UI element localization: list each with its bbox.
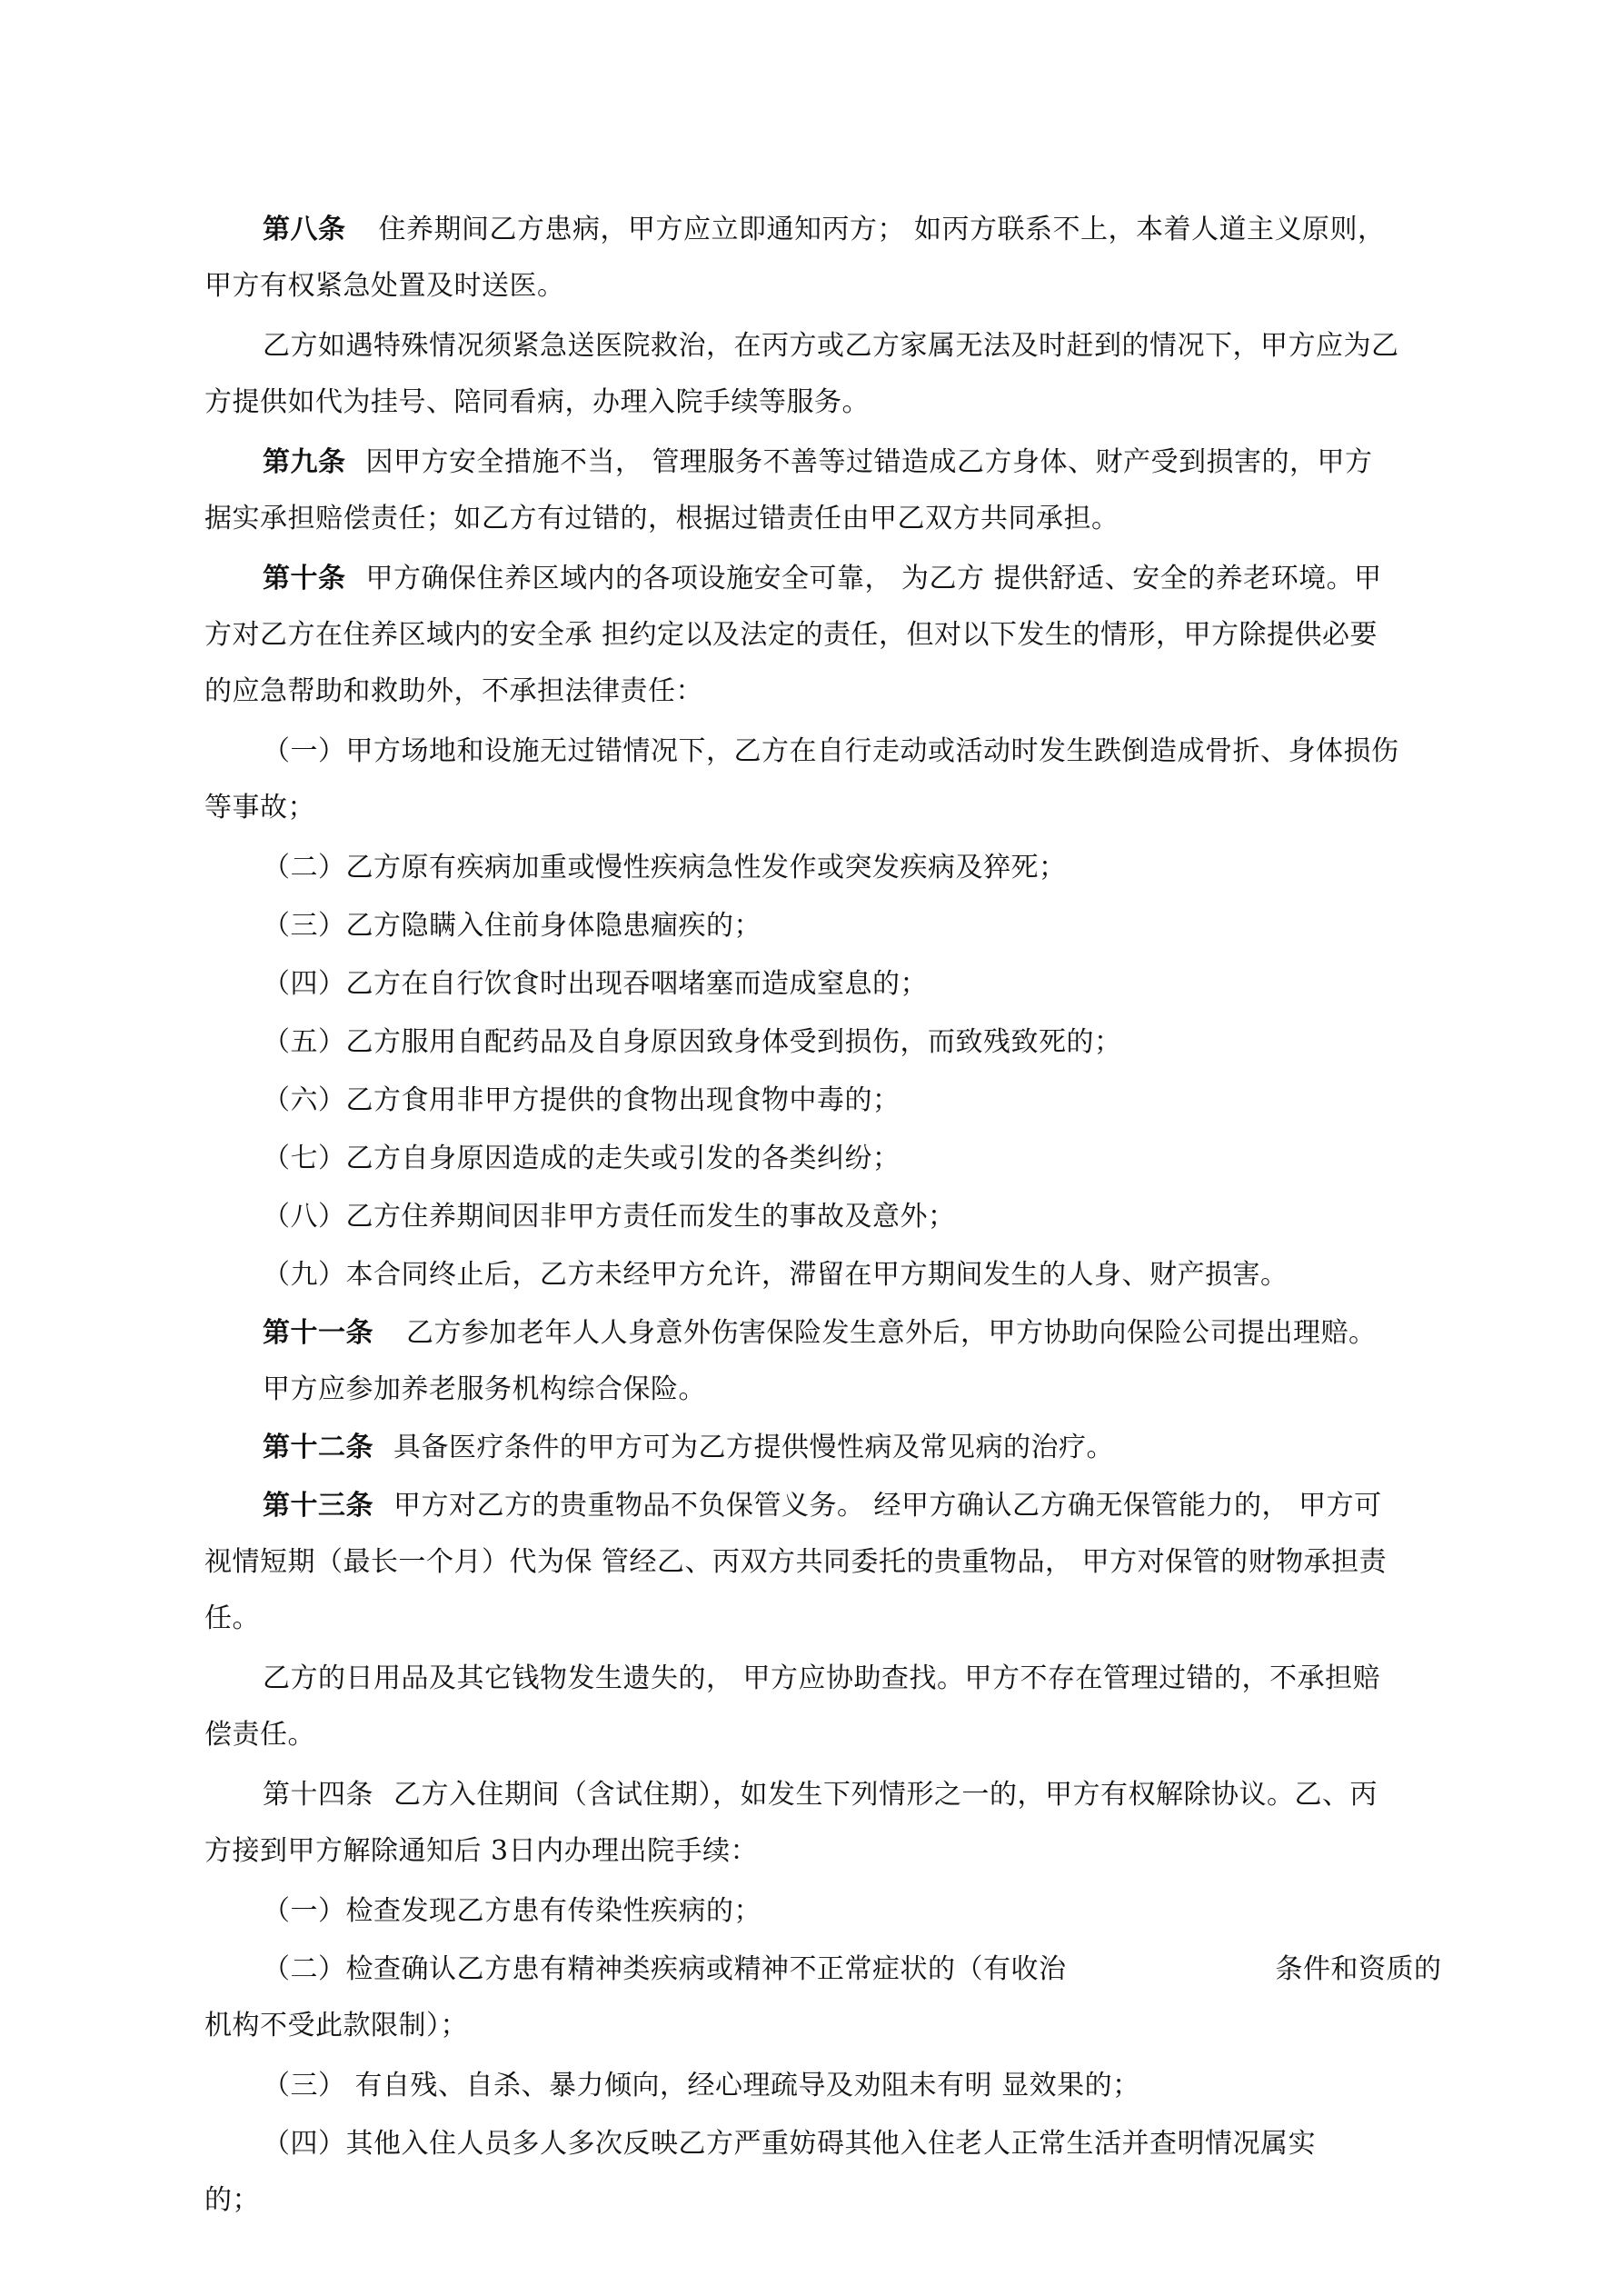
article-10-item-9: （九）本合同终止后，乙方未经甲方允许，滞留在甲方期间发生的人身、财产损害。: [263, 1259, 1289, 1291]
article-10-item-2: （二）乙方原有疾病加重或慢性疾病急性发作或突发疾病及猝死；: [263, 852, 1067, 883]
article-14-item-2: [263, 1947, 1442, 1992]
article-14-heading: 第十四条: [263, 1779, 373, 1811]
article-10-item-4: （四）乙方在自行饮食时出现吞咽堵塞而造成窒息的；: [263, 968, 928, 1000]
article-11-heading: 第十一条: [263, 1317, 373, 1349]
article-12-text: 具备医疗条件的甲方可为乙方提供慢性病及常见病的治疗。: [393, 1432, 1114, 1463]
article-10-heading: 第十条: [263, 563, 346, 594]
article-10-item-7: （七）乙方自身原因造成的走失或引发的各类纠纷；: [263, 1143, 901, 1174]
article-10-item-8: （八）乙方住养期间因非甲方责任而发生的事故及意外；: [263, 1201, 956, 1233]
article-14-item-3: （三） 有自残、自杀、暴力倾向，经心理疏导及劝阻未有明 显效果的；: [263, 2070, 1140, 2101]
article-14-text: 乙方入住期间（含试住期），如发生下列情形之一的，甲方有权解除协议。乙、丙: [393, 1779, 1378, 1811]
article-13-text: 甲方对乙方的贵重物品不负保管义务。 经甲方确认乙方确无保管能力的， 甲方可: [393, 1490, 1382, 1522]
article-10-line-2: 方对乙方在住养区域内的安全承 担约定以及法定的责任，但对以下发生的情形，甲方除提供必要: [204, 619, 1378, 651]
article-13-para-2-line-2: 偿责任。: [204, 1719, 315, 1751]
article-13-line-2: 视情短期（最长一个月）代为保 管经乙、丙双方共同委托的贵重物品， 甲方对保管的财物承担责: [204, 1546, 1388, 1578]
article-11-line-1: [263, 1311, 1377, 1356]
article-8-text: 住养期间乙方患病，甲方应立即通知丙方； 如丙方联系不上，本着人道主义原则，: [378, 214, 1386, 245]
article-10-text: 甲方确保住养区域内的各项设施安全可靠， 为乙方 提供舒适、安全的养老环境。甲: [365, 563, 1382, 594]
article-14-line-2: 方接到甲方解除通知后 3日内办理出院手续：: [204, 1835, 759, 1867]
article-13-heading: 第十三条: [263, 1490, 373, 1522]
article-10-item-3: （三）乙方隐瞒入住前身体隐患痼疾的；: [263, 910, 761, 942]
article-9-heading: 第九条: [263, 446, 346, 478]
article-8-para-2-line-1: 乙方如遇特殊情况须紧急送医院救治，在丙方或乙方家属无法及时赶到的情况下，甲方应为乙: [263, 330, 1399, 362]
article-14-item-2-part-a: （二）检查确认乙方患有精神类疾病或精神不正常症状的（有收治: [263, 1953, 1067, 1985]
article-8-line-2: 甲方有权紧急处置及时送医。: [204, 270, 565, 302]
article-14-item-4-cont: 的；: [204, 2184, 260, 2216]
article-9-text: 因甲方安全措施不当， 管理服务不善等过错造成乙方身体、财产受到损害的，甲方: [365, 446, 1373, 478]
article-10-item-1: （一）甲方场地和设施无过错情况下，乙方在自行走动或活动时发生跌倒造成骨折、身体损伤: [263, 735, 1399, 767]
article-14-item-4: （四）其他入住人员多人多次反映乙方严重妨碍其他入住老人正常生活并查明情况属实: [263, 2128, 1316, 2160]
article-14-line-1: [263, 1772, 1378, 1818]
article-14-item-1: （一）检查发现乙方患有传染性疾病的；: [263, 1895, 761, 1927]
article-13-para-2-line-1: 乙方的日用品及其它钱物发生遗失的， 甲方应协助查找。甲方不存在管理过错的，不承担赔: [263, 1662, 1381, 1694]
article-13-line-3: 任。: [204, 1602, 260, 1634]
article-8-line-1: [263, 207, 1386, 253]
article-12-heading: 第十二条: [263, 1432, 373, 1463]
article-14-item-2-cont: 机构不受此款限制）；: [204, 2010, 468, 2041]
article-10-item-6: （六）乙方食用非甲方提供的食物出现食物中毒的；: [263, 1084, 901, 1116]
article-11-line-2: 甲方应参加养老服务机构综合保险。: [263, 1373, 706, 1405]
article-9-line-2: 据实承担赔偿责任；如乙方有过错的，根据过错责任由甲乙双方共同承担。: [204, 503, 1119, 534]
article-13-line-1: [263, 1483, 1382, 1529]
article-8-heading: 第八条: [263, 214, 346, 245]
article-10-line-3: 的应急帮助和救助外，不承担法律责任：: [204, 675, 703, 707]
article-10-item-5: （五）乙方服用自配药品及自身原因致身体受到损伤，而致残致死的；: [263, 1026, 1122, 1058]
article-11-text: 乙方参加老年人人身意外伤害保险发生意外后，甲方协助向保险公司提出理赔。: [406, 1317, 1377, 1349]
article-14-item-2-part-b: 条件和资质的: [1275, 1953, 1442, 1985]
article-8-para-2-line-2: 方提供如代为挂号、陪同看病，办理入院手续等服务。: [204, 386, 870, 418]
article-10-line-1: [263, 556, 1382, 602]
article-10-item-1-cont: 等事故；: [204, 792, 315, 824]
article-9-line-1: [263, 440, 1373, 485]
article-12-line-1: [263, 1425, 1114, 1471]
